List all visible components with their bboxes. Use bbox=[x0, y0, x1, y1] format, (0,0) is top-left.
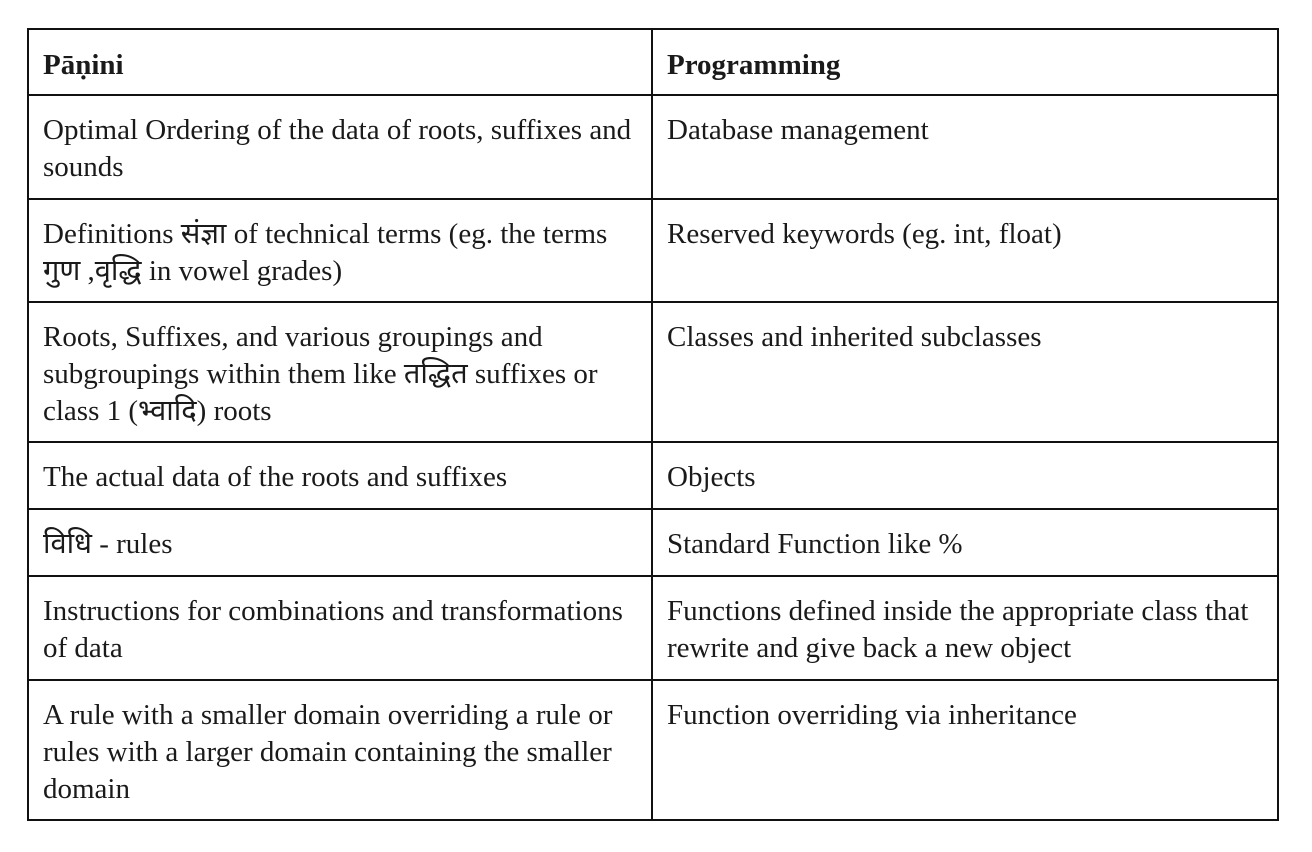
table-row bbox=[28, 302, 1278, 442]
cell-programming: Function overriding via inheritance bbox=[652, 680, 1278, 820]
table-row bbox=[28, 509, 1278, 576]
cell-programming: Classes and inherited subclasses bbox=[652, 302, 1278, 442]
table-row bbox=[28, 680, 1278, 820]
cell-panini: Optimal Ordering of the data of roots, suffixes and sounds bbox=[28, 95, 652, 199]
cell-panini: Roots, Suffixes, and various groupings and subgroupings within them like तद्धित suffixes or class 1 (भ्वादि) roots bbox=[28, 302, 652, 442]
header-programming: Programming bbox=[652, 29, 1278, 95]
cell-panini: The actual data of the roots and suffixes bbox=[28, 442, 652, 509]
cell-programming: Reserved keywords (eg. int, float) bbox=[652, 199, 1278, 302]
cell-programming: Functions defined inside the appropriate class that rewrite and give back a new object bbox=[652, 576, 1278, 680]
table-row bbox=[28, 95, 1278, 199]
cell-panini: Instructions for combinations and transformations of data bbox=[28, 576, 652, 680]
header-panini: Pāṇini bbox=[28, 29, 652, 95]
cell-programming: Standard Function like % bbox=[652, 509, 1278, 576]
cell-panini: A rule with a smaller domain overriding a rule or rules with a larger domain containing the smaller domain bbox=[28, 680, 652, 820]
cell-panini: विधि - rules bbox=[28, 509, 652, 576]
table-row bbox=[28, 442, 1278, 509]
table-row bbox=[28, 576, 1278, 680]
comparison-table bbox=[27, 28, 1279, 821]
cell-programming: Objects bbox=[652, 442, 1278, 509]
table-header-row bbox=[28, 29, 1278, 95]
cell-programming: Database management bbox=[652, 95, 1278, 199]
comparison-table-container bbox=[27, 28, 1277, 821]
cell-panini: Definitions संज्ञा of technical terms (eg. the terms गुण ,वृद्धि in vowel grades) bbox=[28, 199, 652, 302]
table-row bbox=[28, 199, 1278, 302]
